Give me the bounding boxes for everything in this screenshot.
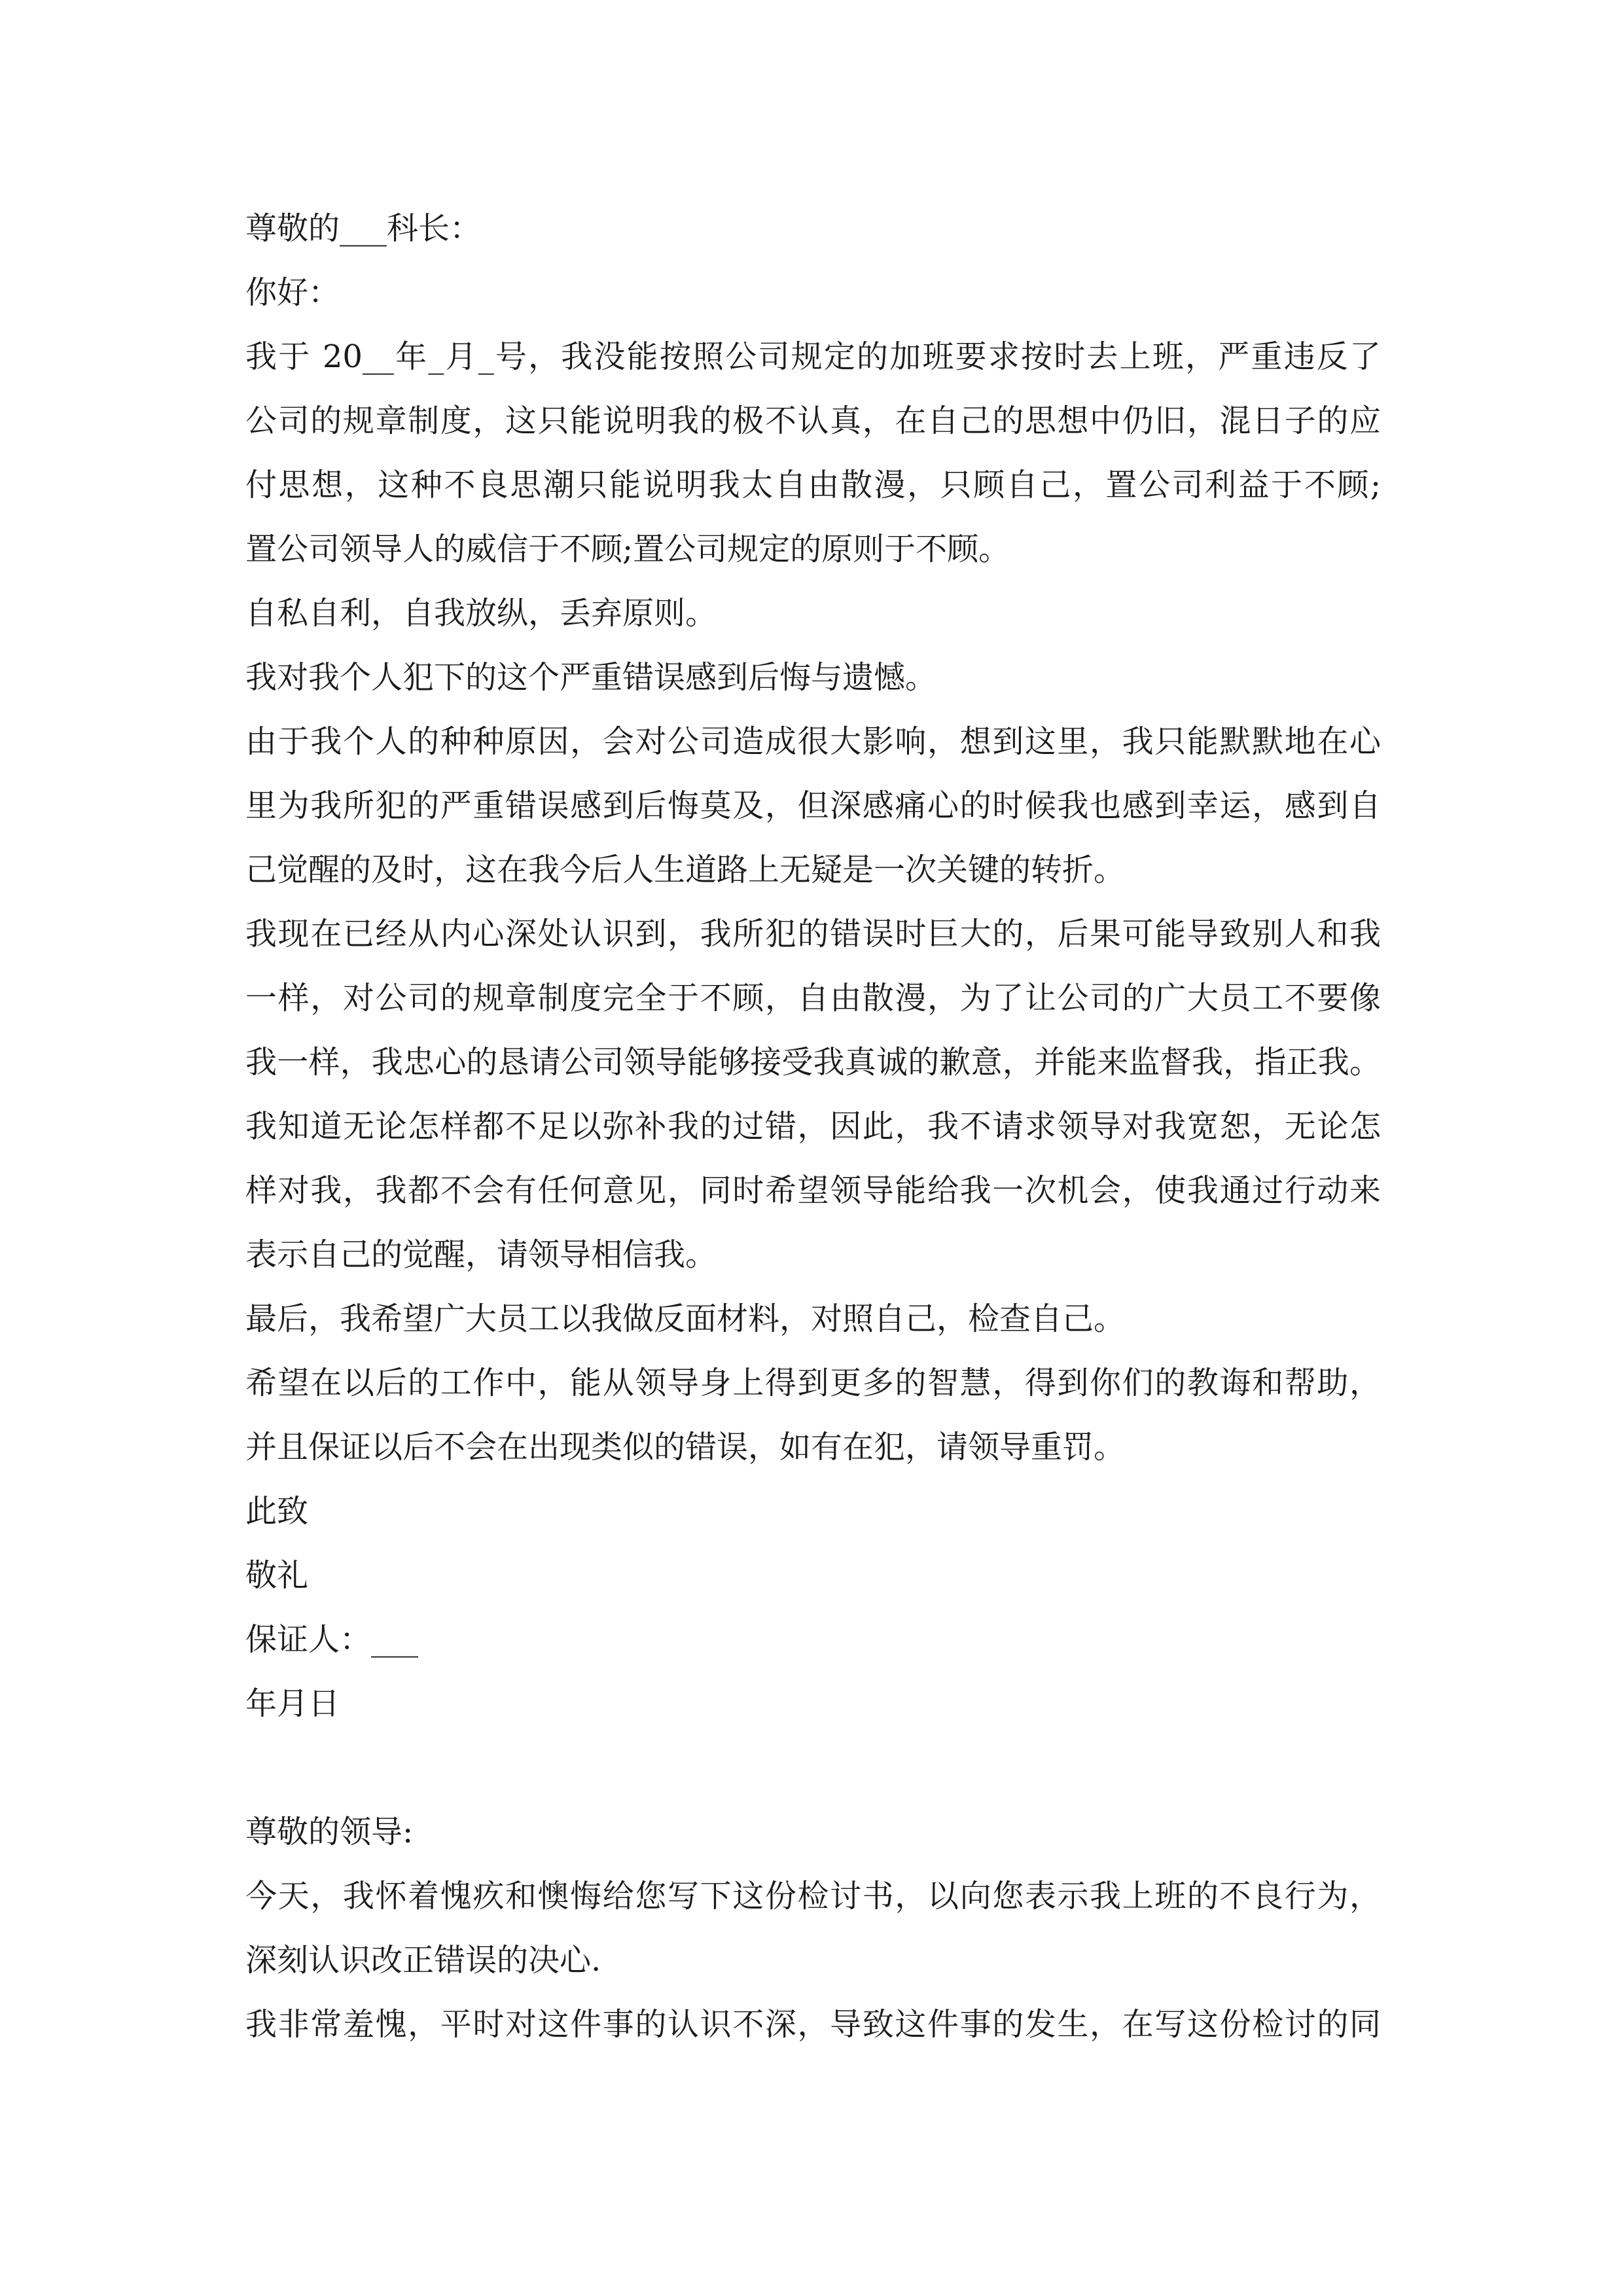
letter1-para5-line2: 一样，对公司的规章制度完全于不顾，自由散漫，为了让公司的广大员工不要像: [245, 980, 1381, 1016]
letter1-para6-line2: 样对我，我都不会有任何意见，同时希望领导能给我一次机会，使我通过行动来: [245, 1172, 1381, 1209]
letter1-para7: 最后，我希望广大员工以我做反面材料，对照自己，检查自己。: [245, 1300, 1126, 1337]
letter1-hello: 你好：: [245, 274, 340, 311]
letter1-para2: 自私自利，自我放纵，丢弃原则。: [245, 595, 717, 632]
letter1-para5-line1: 我现在已经从内心深处认识到，我所犯的错误时巨大的，后果可能导致别人和我: [245, 916, 1381, 952]
letter1-closing-cizhi: 此致: [245, 1493, 309, 1530]
document-body: [245, 196, 1381, 2056]
letter1-para1-line2: 公司的规章制度，这只能说明我的极不认真，在自己的思想中仍旧，混日子的应: [245, 403, 1381, 439]
letter1-date: 年月日: [245, 1685, 340, 1722]
letter1-para5-line3: 我一样，我忠心的恳请公司领导能够接受我真诚的歉意，并能来监督我，指正我。: [245, 1044, 1381, 1081]
letter1-para4-line2: 里为我所犯的严重错误感到后悔莫及，但深感痛心的时候我也感到幸运，感到自: [245, 787, 1381, 824]
letter1-signer: 保证人：___: [245, 1621, 419, 1658]
letter1-closing-jingli: 敬礼: [245, 1557, 309, 1594]
letter2-greeting: 尊敬的领导:: [245, 1814, 414, 1850]
letter2-para1-line1: 今天，我怀着愧疚和懊悔给您写下这份检讨书，以向您表示我上班的不良行为，: [245, 1878, 1381, 1914]
letter-separator: [245, 1736, 1381, 1800]
letter1-para6-line1: 我知道无论怎样都不足以弥补我的过错，因此，我不请求领导对我宽恕，无论怎: [245, 1108, 1381, 1145]
letter1-para8-line2: 并且保证以后不会在出现类似的错误，如有在犯，请领导重罚。: [245, 1429, 1126, 1465]
letter1-para4-line1: 由于我个人的种种原因，会对公司造成很大影响，想到这里，我只能默默地在心: [245, 723, 1381, 760]
letter1-para8-line1: 希望在以后的工作中，能从领导身上得到更多的智慧，得到你们的教诲和帮助，: [245, 1365, 1381, 1401]
letter1-para1-line4: 置公司领导人的威信于不顾;置公司规定的原则于不顾。: [245, 531, 1010, 567]
letter1-para3: 我对我个人犯下的这个严重错误感到后悔与遗憾。: [245, 659, 937, 696]
letter1-greeting: 尊敬的___科长：: [245, 210, 482, 247]
letter1-para1-line1: 我于 20__年_月_号，我没能按照公司规定的加班要求按时去上班，严重违反了: [245, 338, 1381, 375]
letter1-para4-line3: 己觉醒的及时，这在我今后人生道路上无疑是一次关键的转折。: [245, 852, 1126, 888]
letter2-para1-line2: 深刻认识改正错误的决心.: [245, 1942, 601, 1979]
letter2-para2-line1: 我非常羞愧，平时对这件事的认识不深，导致这件事的发生，在写这份检讨的同: [245, 2006, 1381, 2043]
letter1-para1-line3: 付思想，这种不良思潮只能说明我太自由散漫，只顾自己，置公司利益于不顾;: [245, 467, 1381, 503]
letter1-para6-line3: 表示自己的觉醒，请领导相信我。: [245, 1236, 717, 1273]
